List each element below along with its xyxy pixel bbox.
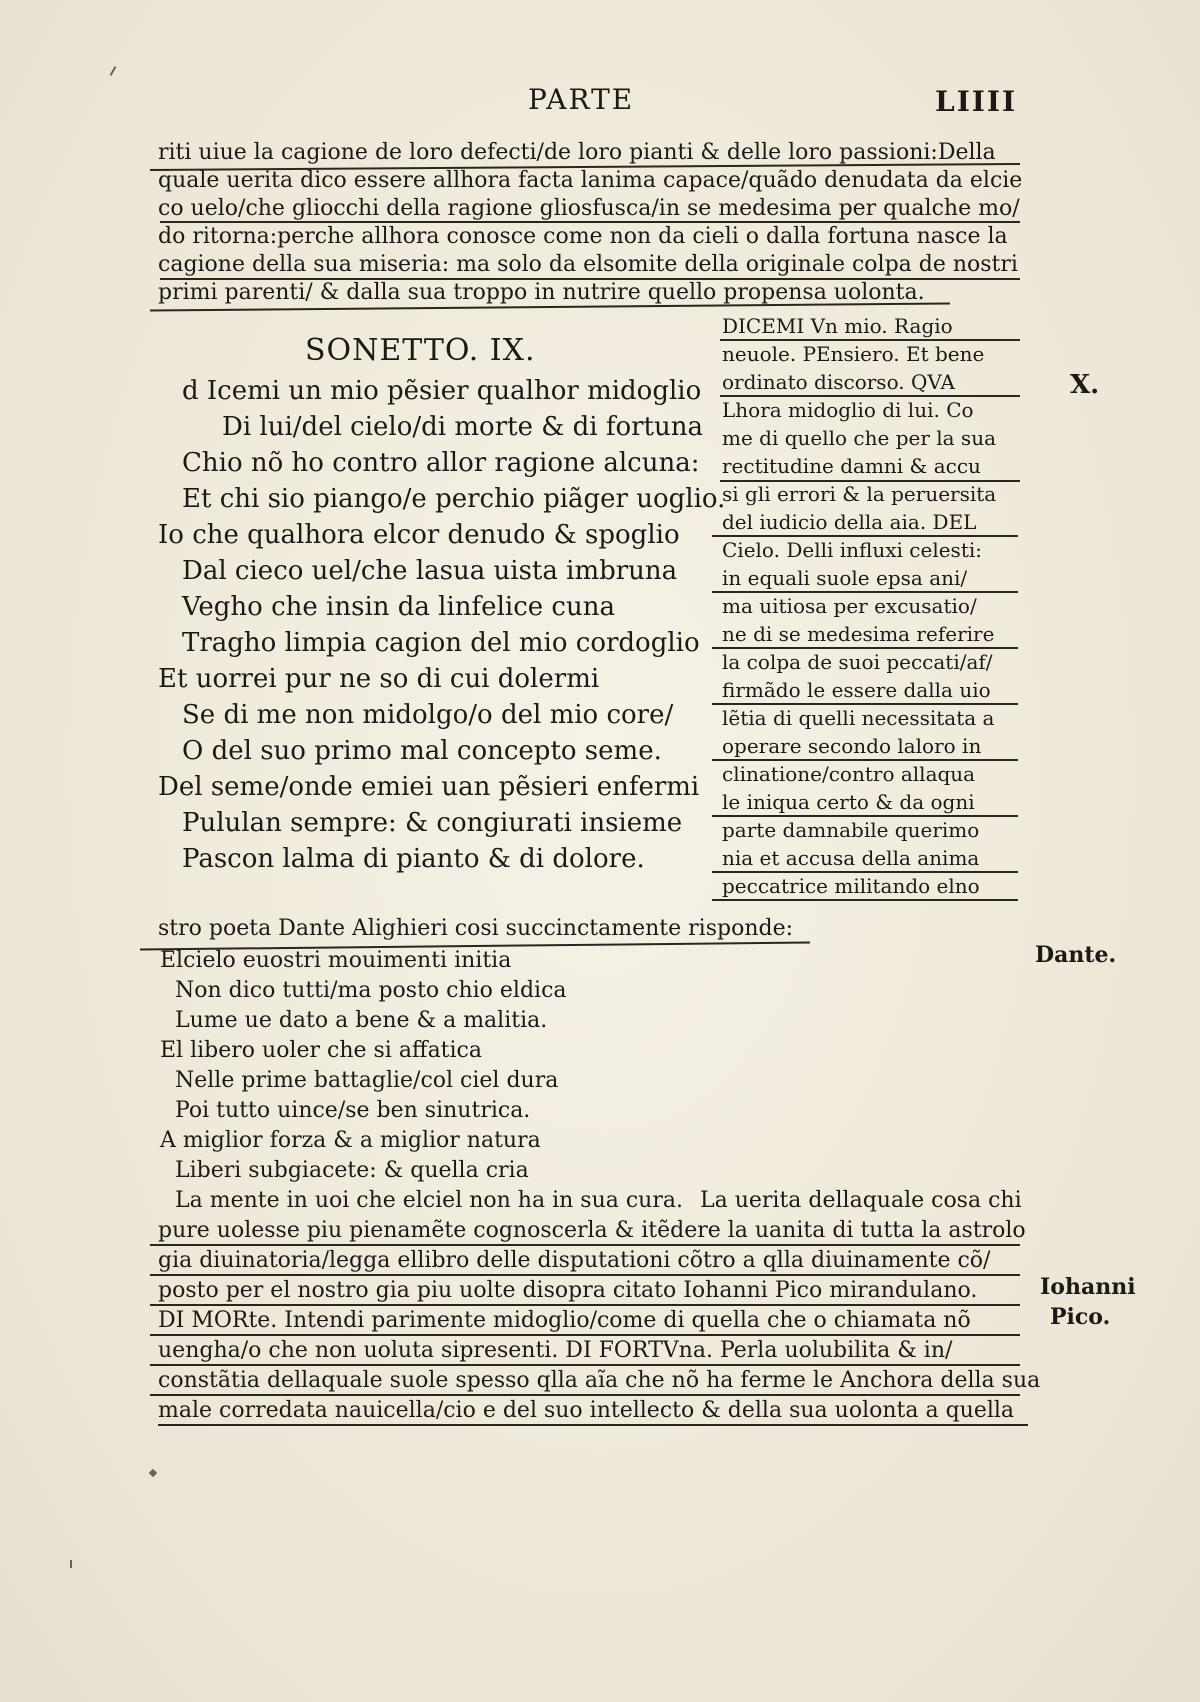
text-line: DI MORte. Intendi parimente midoglio/come di quella che o chiamata nõ [158, 1308, 971, 1333]
underline [720, 480, 1020, 482]
sonnet-line: Et chi sio piango/e perchio piãger uoglio. [182, 484, 726, 514]
quote-line: La mente in uoi che elciel non ha in sua cura. [175, 1188, 683, 1213]
gloss-line: in equali suole epsa ani/ [722, 566, 968, 590]
underline [712, 815, 1018, 817]
gloss-line: si gli errori & la peruersita [722, 482, 997, 506]
gloss-line: rectitudine damni & accu [722, 454, 981, 478]
sonnet-margin-number: X. [1070, 370, 1100, 400]
underline [150, 1244, 1020, 1246]
ink-speck [110, 66, 117, 76]
underline [158, 1424, 1028, 1426]
sonnet-line: Vegho che insin da linfelice cuna [182, 592, 615, 622]
gloss-line: Cielo. Delli influxi celesti: [722, 538, 982, 562]
gloss-line: firmãdo le essere dalla uio [722, 678, 991, 702]
underline [712, 759, 1018, 761]
underline [160, 221, 1020, 223]
text-line: co uelo/che gliocchi della ragione gliosfusca/in se medesima per qualche mo/ [158, 196, 1020, 221]
quote-line: Lume ue dato a bene & a malitia. [175, 1008, 548, 1033]
underline [712, 703, 1018, 705]
quote-line: Elcielo euostri mouimenti initia [160, 948, 512, 973]
sonnet-line: Tragho limpia cagion del mio cordoglio [182, 628, 700, 658]
marginal-note-pico: Iohanni [1040, 1274, 1136, 1300]
underline [712, 899, 1018, 901]
gloss-line: ordinato discorso. QVA [722, 370, 955, 394]
gloss-line: me di quello che per la sua [722, 426, 997, 450]
text-line: cagione della sua miseria: ma solo da elsomite della originale colpa de nostri [158, 252, 1018, 277]
gloss-line: del iudicio della aia. DEL [722, 510, 977, 534]
ink-speck [70, 1560, 72, 1568]
quote-line: Liberi subgiacete: & quella cria [175, 1158, 529, 1183]
gloss-line: nia et accusa della anima [722, 846, 980, 870]
text-line: pure uolesse piu pienamẽte cognoscerla & itẽdere la uanita di tutta la astrolo [158, 1218, 1026, 1243]
underline [720, 395, 1020, 397]
text-line: gia diuinatoria/legga ellibro delle disputationi cõtro a qlla diuinamente cõ/ [158, 1248, 991, 1273]
gloss-line: Lhora midoglio di lui. Co [722, 398, 974, 422]
text-line: La uerita dellaquale cosa chi [700, 1188, 1022, 1213]
gloss-line: clinatione/contro allaqua [722, 762, 976, 786]
gloss-line: le iniqua certo & da ogni [722, 790, 975, 814]
sonnet-line: Del seme/onde emiei uan pẽsieri enfermi [158, 772, 700, 802]
gloss-line: ma uitiosa per excusatio/ [722, 594, 977, 618]
text-line: primi parenti/ & dalla sua troppo in nutrire quello propensa uolonta. [158, 280, 925, 305]
underline [712, 871, 1018, 873]
underline [150, 1304, 1020, 1306]
underline [150, 1394, 1020, 1396]
sonnet-line: Io che qualhora elcor denudo & spoglio [158, 520, 680, 550]
text-line: do ritorna:perche allhora conosce come non da cieli o dalla fortuna nasce la [158, 224, 1008, 249]
text-line: posto per el nostro gia piu uolte disopra citato Iohanni Pico mirandulano. [158, 1278, 978, 1303]
sonnet-line: Se di me non midolgo/o del mio core/ [182, 700, 674, 730]
text-line: quale uerita dico essere allhora facta lanima capace/quãdo denudata da elcie [158, 168, 1023, 193]
quote-line: Poi tutto uince/se ben sinutrica. [175, 1098, 531, 1123]
sonnet-line: Chio nõ ho contro allor ragione alcuna: [182, 448, 700, 478]
quote-line: A miglior forza & a miglior natura [160, 1128, 541, 1153]
underline [150, 1334, 1020, 1336]
ink-speck [149, 1469, 157, 1477]
commentary-mid: stro poeta Dante Alighieri cosi succinctamente risponde: [158, 916, 794, 941]
quote-line: Non dico tutti/ma posto chio eldica [175, 978, 567, 1003]
sonnet-title: SONETTO. IX. [305, 333, 536, 368]
gloss-line: la colpa de suoi peccati/af/ [722, 650, 993, 674]
underline [720, 339, 1020, 341]
text-line: uengha/o che non uoluta sipresenti. DI FORTVna. Perla uolubilita & in/ [158, 1338, 953, 1363]
sonnet-line: Et uorrei pur ne so di cui dolermi [158, 664, 600, 694]
gloss-line: ne di se medesima referire [722, 622, 995, 646]
underline [712, 535, 1018, 537]
underline [150, 1274, 1020, 1276]
sonnet-line: Dal cieco uel/che lasua uista imbruna [182, 556, 678, 586]
gloss-line: parte damnabile querimo [722, 818, 980, 842]
text-line: riti uiue la cagione de loro defecti/de loro pianti & delle loro passioni:Della [158, 140, 996, 165]
gloss-line: neuole. PEnsiero. Et bene [722, 342, 985, 366]
underline [712, 647, 1018, 649]
text-line: male corredata nauicella/cio e del suo intellecto & della sua uolonta a quella [158, 1398, 1015, 1423]
marginal-note-pico: Pico. [1050, 1304, 1111, 1330]
marginal-note-dante: Dante. [1035, 942, 1117, 968]
quote-line: El libero uoler che si affatica [160, 1038, 482, 1063]
sonnet-line: Pululan sempre: & congiurati insieme [182, 808, 683, 838]
sonnet-line: O del suo primo mal concepto seme. [182, 736, 662, 766]
underline [150, 1364, 1020, 1366]
underline [712, 591, 1018, 593]
running-title: PARTE [528, 83, 635, 116]
sonnet-line: Pascon lalma di pianto & di dolore. [182, 844, 645, 874]
text-line: constãtia dellaquale suole spesso qlla aĩa che nõ ha ferme le Anchora della sua [158, 1368, 1041, 1393]
gloss-line: DICEMI Vn mio. Ragio [722, 314, 953, 338]
sonnet-line: Di lui/del cielo/di morte & di fortuna [222, 412, 703, 442]
quote-line: Nelle prime battaglie/col ciel dura [175, 1068, 559, 1093]
gloss-line: peccatrice militando elno [722, 874, 980, 898]
gloss-line: lẽtia di quelli necessitata a [722, 706, 995, 730]
underline [160, 278, 1020, 280]
folio-number: LIIII [935, 85, 1018, 118]
gloss-line: operare secondo laloro in [722, 734, 982, 758]
sonnet-line: d Icemi un mio pẽsier qualhor midoglio [182, 376, 702, 406]
